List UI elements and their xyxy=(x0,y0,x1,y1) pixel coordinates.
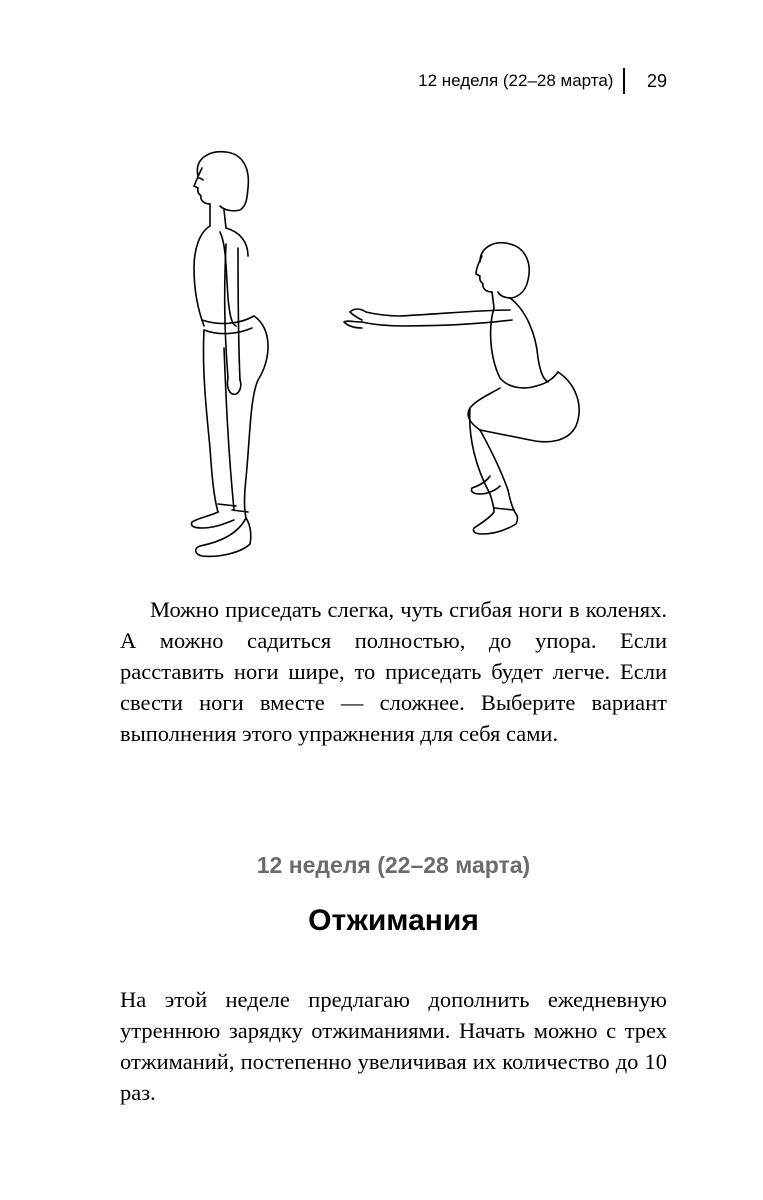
squatting-woman-figure xyxy=(344,243,579,534)
section-title: Отжимания xyxy=(308,904,479,937)
running-head xyxy=(418,68,667,94)
paragraph-squat-variants: Можно приседать слегка, чуть сгибая ноги в коленях. А можно садиться полностью, до упора. Если расставить ноги шире, то приседать будет легче. Если свести ноги вместе — сложнее. Выберите вариант выполнения этого упражнения для себя сами. xyxy=(120,597,667,746)
section-week-label: 12 неделя (22–28 марта) xyxy=(256,852,531,878)
standing-woman-figure xyxy=(191,152,268,557)
running-title: 12 неделя (22–28 марта) xyxy=(418,71,614,90)
squat-illustration xyxy=(180,148,620,568)
paragraph-pushups-intro: На этой неделе предлагаю дополнить ежедневную утреннюю зарядку отжиманиями. Начать можно с трех отжиманий, постепенно увеличивая их количество до 10 раз. xyxy=(120,987,667,1105)
page-number: 29 xyxy=(646,70,667,91)
